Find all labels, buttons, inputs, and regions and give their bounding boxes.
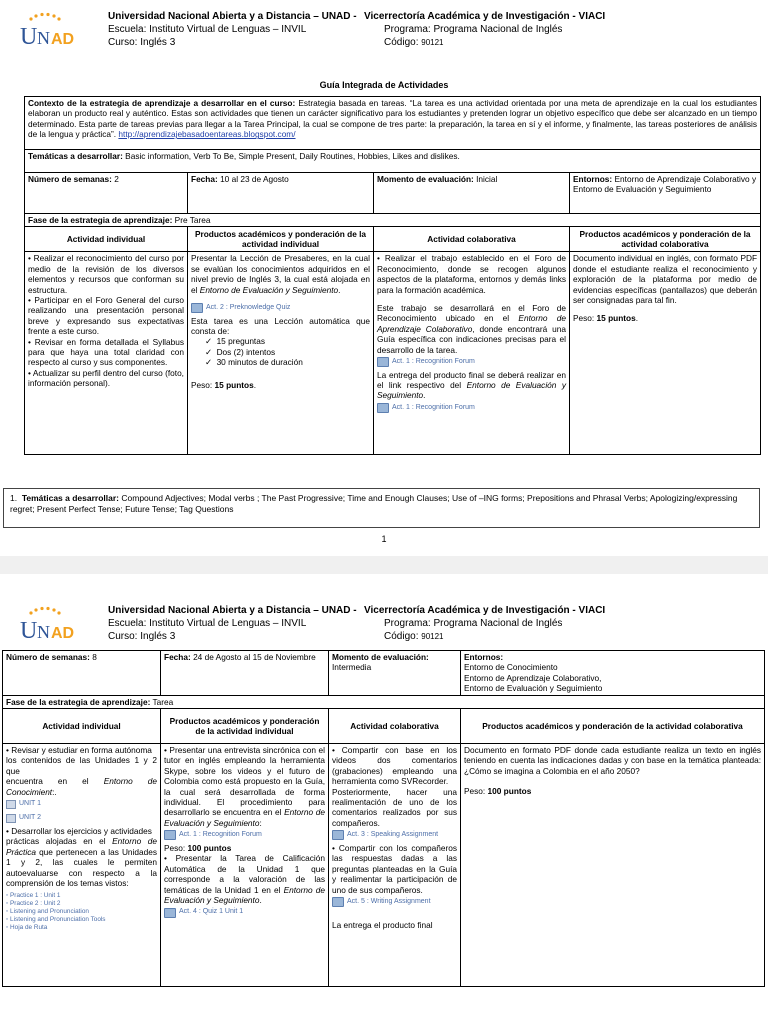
unit-1-link[interactable]: UNIT 1 [6, 799, 41, 809]
page-2 [0, 574, 768, 1024]
activities-table-2 [2, 650, 765, 987]
col-header-products-individual: Productos académicos y ponderación de la actividad individual [188, 227, 374, 252]
recognition-forum-link[interactable]: Act. 1 : Recognition Forum [164, 830, 262, 840]
page-header [18, 600, 750, 648]
course-code: Código: 90121 [384, 37, 444, 48]
topics-cell: Temáticas a desarrollar: Basic information, Verb To Be, Simple Present, Daily Routines, Hobbies, Likes and dislikes. [25, 150, 761, 173]
school-name: Escuela: Instituto Virtual de Lenguas – INVIL [108, 24, 307, 35]
forum-icon [377, 357, 389, 367]
individual-item: • Participar en el Foro General del curso realizando una presentación personal breve y expresando sus expectativas frente a este curso. [28, 295, 184, 337]
checklist-item: ✓ Dos (2) intentos [205, 346, 276, 357]
course-code: Código: 90121 [384, 631, 444, 642]
practice-link[interactable]: ▫ Practice 2 : Unit 2 [6, 900, 61, 908]
recognition-forum-link-2[interactable]: Act. 1 : Recognition Forum [377, 403, 475, 413]
guide-title: Guía Integrada de Actividades [319, 80, 449, 90]
practice-link[interactable]: ▫ Hoja de Ruta [6, 924, 48, 932]
date-cell: Fecha: 10 al 23 de Agosto [188, 173, 374, 214]
program-name: Programa: Programa Nacional de Inglés [384, 24, 563, 35]
individual-weight: Peso: 100 puntos [164, 842, 232, 853]
vice-rectory: Vicerrectoría Académica y de Investigación - VIACI [364, 605, 606, 616]
preknowledge-quiz-link[interactable]: Act. 2 : Preknowledge Quiz [191, 303, 290, 313]
unit-2-link[interactable]: UNIT 2 [6, 813, 41, 823]
recognition-forum-link[interactable]: Act. 1 : Recognition Forum [377, 357, 475, 367]
date-cell: Fecha: 24 de Agosto al 15 de Noviembre [161, 651, 329, 696]
col-header-individual: Actividad individual [3, 709, 161, 744]
unit-icon [6, 800, 16, 809]
individual-item: • Realizar el reconocimiento del curso por medio de la revisión de los diversos elementos y recursos que conforman su estructura. [28, 253, 184, 295]
individual-activity-cell: • Revisar y estudiar en forma autónoma los contenidos de las Unidades 1 y 2 que encuentra en el Entorno de Conocimient:. UNIT 1 UNIT 2 • Desarrollar los ejercicios y actividades prácticas alojadas en el Entorno de Práctica que pertenecen a las Unidades 1 y 2, las cuales le permiten autoevaluarse con respecto a la comprensión de los temas vistos: ▫ Practice 1 : Unit 1 ▫ Practice 2 : Unit 2 ▫ Listening and Pronunciation ▫ Listening and Pronunciation Tools ▫ Hoja de Ruta [3, 744, 161, 987]
individual-products-cell: • Presentar una entrevista sincrónica con el tutor en inglés empleando la herramienta Skype, sobre los videos y el futuro de Colombia como está propuesto en la Guía, la cual será desarrollada de forma individual. El procedimiento para desarrollarlo se encuentra en el Entorno de Evaluación y Seguimiento: Act. 1 : Recognition Forum Peso: 100 puntos • Presentar la Tarea de Calificación Automática de la Unidad 1 que corresponde a la valoración de las temáticas de la Unidad 1 en el Entorno de Evaluación y Seguimiento. Act. 4 : Quiz 1 Unit 1 [161, 744, 329, 987]
activities-table-1 [24, 96, 761, 455]
col-header-collaborative: Actividad colaborativa [329, 709, 461, 744]
col-header-products-collaborative: Productos académicos y ponderación de la actividad colaborativa [570, 227, 761, 252]
checklist-item: ✓ 30 minutos de duración [205, 357, 303, 368]
individual-item: • Revisar en forma detallada el Syllabus para que haya una total claridad con respecto al curso y sus componentes. [28, 336, 184, 368]
svg-text:AD: AD [51, 625, 75, 642]
context-link[interactable]: http://aprendizajebasadoentareas.blogspot.com/ [118, 129, 296, 140]
unad-logo [18, 604, 88, 648]
svg-text:N: N [37, 28, 50, 48]
moment-cell: Momento de evaluación: Inicial [374, 173, 570, 214]
individual-item: • Actualizar su perfil dentro del curso (foto, información personal). [28, 367, 184, 389]
quiz-icon [164, 908, 176, 918]
assignment-icon [332, 830, 344, 840]
collaborative-products-cell: Documento en formato PDF donde cada estudiante realiza un texto en inglés teniendo en cuenta las indicaciones dadas y con base en la temática planteada: ¿Cómo se imagina a Colombia en el año 2050? Peso: 100 puntos [461, 744, 765, 987]
moment-cell: Momento de evaluación: Intermedia [329, 651, 461, 696]
writing-assignment-link[interactable]: Act. 5 : Writing Assignment [332, 897, 431, 907]
course-name: Curso: Inglés 3 [108, 37, 176, 48]
col-header-collaborative: Actividad colaborativa [374, 227, 570, 252]
quiz-unit-1-link[interactable]: Act. 4 : Quiz 1 Unit 1 [164, 907, 243, 917]
forum-icon [377, 403, 389, 413]
col-header-individual: Actividad individual [25, 227, 188, 252]
vice-rectory: Vicerrectoría Académica y de Investigación - VIACI [364, 11, 606, 22]
environments-cell: Entornos: Entorno de Aprendizaje Colaborativo y Entorno de Evaluación y Seguimiento [570, 173, 761, 214]
individual-products-cell: Presentar la Lección de Presaberes, en la cual se evalúan los conocimientos adquiridos en el nivel previo de Inglés 3, la cual está alojada en el Entorno de Evaluación y Seguimiento. Act. 2 : Preknowledge Quiz Esta tarea es una Lección automática que consta de: ✓ 15 preguntas ✓ Dos (2) intentos ✓ 30 minutos de duración Peso: 15 puntos. [188, 252, 374, 455]
weeks-cell: Número de semanas: 8 [3, 651, 161, 696]
school-name: Escuela: Instituto Virtual de Lenguas – INVIL [108, 618, 307, 629]
university-name: Universidad Nacional Abierta y a Distancia – UNAD - [108, 605, 357, 616]
collaborative-activity-cell: • Compartir con base en los videos dos comentarios (grabaciones) empleando una herramienta como SVRecorder. Posteriormente, hacer una realimentación de uno de los comentarios realizados por sus compañeros. Act. 3 : Speaking Assignment • Compartir con los compañeros las respuestas dadas a las preguntas planteadas en la Guía y realimentar la participación de uno de sus compañeros. Act. 5 : Writing Assignment La entrega el producto final [329, 744, 461, 987]
collaborative-weight: Peso: 15 puntos. [573, 313, 639, 324]
logo-letter-u: U [20, 24, 38, 50]
program-name: Programa: Programa Nacional de Inglés [384, 618, 563, 629]
unit-icon [6, 814, 16, 823]
quiz-icon [191, 303, 203, 313]
individual-activity-cell [25, 252, 188, 455]
phase-cell: Fase de la estrategia de aprendizaje: Tarea [3, 695, 765, 708]
col-header-products-individual: Productos académicos y ponderación de la actividad individual [161, 709, 329, 744]
collaborative-weight: Peso: 100 puntos [464, 786, 532, 797]
environments-cell: Entornos: Entorno de Conocimiento Entorno de Aprendizaje Colaborativo, Entorno de Evaluación y Seguimiento [461, 651, 765, 696]
svg-text:N: N [37, 622, 50, 642]
individual-weight: Peso: 15 puntos. [191, 379, 257, 390]
col-header-products-collaborative: Productos académicos y ponderación de la actividad colaborativa [461, 709, 765, 744]
assignment-icon [332, 897, 344, 907]
page-header [18, 6, 750, 54]
phase-cell: Fase de la estrategia de aprendizaje: Pre Tarea [25, 214, 761, 227]
svg-text:U: U [20, 618, 38, 644]
speaking-assignment-link[interactable]: Act. 3 : Speaking Assignment [332, 830, 438, 840]
context-cell: Contexto de la estrategia de aprendizaje a desarrollar en el curso: Estrategia basada en tareas. “La tarea es una actividad orientada por una meta de aprendizaje en la cual los estudiantes elaboran un producto real y auténtico. Estas son actividades que tienen un carácter significativo para los estudiantes y pretenden lograr un objetivo específico que debe ser alcanzado en un tiempo determinado. Esta parte de tareas previas para llegar a la Tarea Principal, la cual se compone de tres parte: la preparación, la tarea en sí y el informe, y finalmente, las tareas posteriores de análisis de la lengua y práctica”. http://aprendizajebasadoentareas.blogspot.com/ [25, 97, 761, 150]
collaborative-products-cell: Documento individual en inglés, con formato PDF donde el estudiante realiza el reconocimiento y exploración de la plataforma por medio de evidencias específicas (pantallazos) que deberán ser consignadas para tal fin. Peso: 15 puntos. [570, 252, 761, 455]
collaborative-activity-cell: • Realizar el trabajo establecido en el Foro de Reconocimiento, donde se recogen algunos aspectos de la plataforma, entornos y demás links para la formación académica. Este trabajo se desarrollará en el Foro de Reconocimiento ubicado en el Entorno de Aprendizaje Colaborativo, donde encontrará una Guía específica con indicaciones precisas para el desarrollo de la tarea. Act. 1 : Recognition Forum La entrega del producto final se deberá realizar en el link respectivo del Entorno de Evaluación y Seguimiento. Act. 1 : Recognition Forum [374, 252, 570, 455]
practice-link[interactable]: ▫ Listening and Pronunciation Tools [6, 916, 106, 924]
unad-logo [18, 10, 88, 54]
forum-icon [164, 830, 176, 840]
course-name: Curso: Inglés 3 [108, 631, 176, 642]
page-number: 1 [381, 534, 387, 544]
weeks-cell: Número de semanas: 2 [25, 173, 188, 214]
svg-text:AD: AD [51, 31, 75, 48]
next-topics-box: 1. Temáticas a desarrollar: Compound Adjectives; Modal verbs ; The Past Progressive; Time and Enough Clauses; Use of –ING forms; Prepositions and Phrasal Verbs; Apologizing/expressing regret; Present Perfect Tense; Future Tense; Tag Questions [3, 488, 760, 528]
university-name: Universidad Nacional Abierta y a Distancia – UNAD - [108, 11, 357, 22]
checklist-item: ✓ 15 preguntas [205, 336, 265, 347]
practice-link[interactable]: ▫ Listening and Pronunciation [6, 908, 89, 916]
page-separator [0, 556, 768, 574]
practice-link[interactable]: ▫ Practice 1 : Unit 1 [6, 892, 61, 900]
